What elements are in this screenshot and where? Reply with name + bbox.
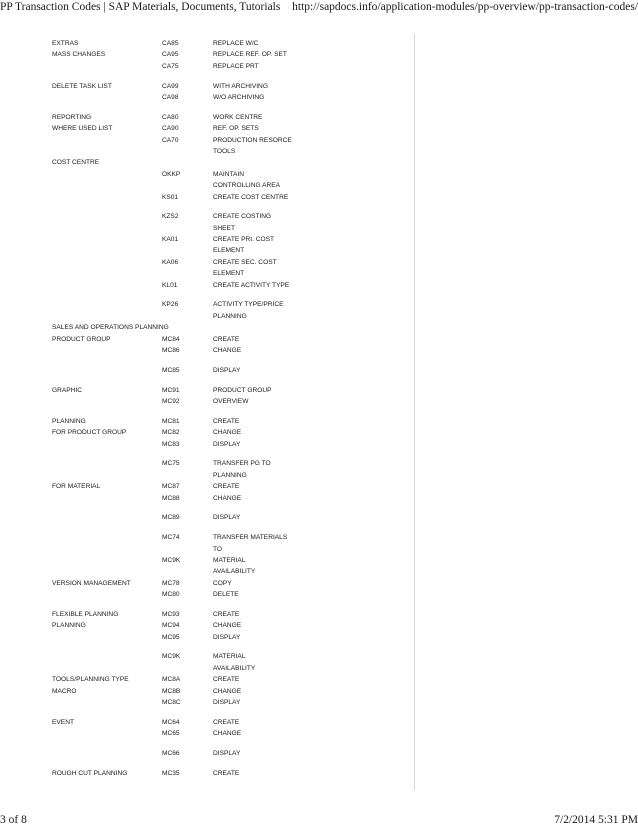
table-row (0, 311, 400, 322)
transaction-code: KP26 (162, 301, 179, 309)
table-row (0, 609, 400, 620)
code-description: CHANGE (213, 730, 242, 738)
table-row (0, 257, 400, 268)
transaction-code: KA06 (162, 258, 179, 266)
code-description: CREATE (213, 676, 240, 684)
code-description: CHANGE (213, 494, 242, 502)
section-label: DELETE TASK LIST (52, 82, 112, 90)
section-label: PLANNING (52, 417, 86, 425)
code-description: CHANGE (213, 622, 242, 630)
transaction-code: CA99 (162, 82, 179, 90)
transaction-code: MC8B (162, 687, 181, 695)
transaction-code: MC94 (162, 622, 180, 630)
code-description: DELETE (213, 591, 239, 599)
code-description: DISPLAY (213, 633, 241, 641)
code-description: CREATE (213, 483, 240, 491)
table-row (0, 651, 400, 662)
table-row (0, 396, 400, 416)
table-row (0, 512, 400, 532)
table-row (0, 620, 400, 631)
section-label: WHERE USED LIST (52, 125, 113, 133)
table-row (0, 717, 400, 728)
code-description: WORK CENTRE (213, 113, 263, 121)
transaction-code-table (0, 38, 400, 779)
code-description: ELEMENT (213, 270, 245, 278)
code-description: TRANSFER MATERIALS (213, 534, 288, 542)
table-row (0, 192, 400, 212)
code-description: MAINTAIN (213, 170, 245, 178)
transaction-code: MC8A (162, 676, 181, 684)
code-description: DISPLAY (213, 440, 241, 448)
code-description: WITH ARCHIVING (213, 82, 268, 90)
code-description: CREATE (213, 769, 240, 777)
table-row (0, 589, 400, 609)
table-row (0, 555, 400, 566)
code-description: DISPLAY (213, 750, 241, 757)
code-description: MATERIAL (213, 556, 246, 564)
code-description: DISPLAY (213, 699, 241, 707)
transaction-code: MC83 (162, 440, 180, 448)
table-row (0, 532, 400, 543)
transaction-code: MC93 (162, 610, 180, 618)
transaction-code: MC9K (162, 653, 181, 661)
transaction-code: MC84 (162, 335, 180, 343)
section-label: FLEXIBLE PLANNING (52, 610, 119, 618)
code-description: OVERVIEW (213, 397, 249, 405)
page-url[interactable]: http://sapdocs.info/application-modules/pp-overview/pp-transaction-codes/ (292, 1, 638, 13)
table-row (0, 458, 400, 469)
table-row (0, 768, 400, 779)
transaction-code: MC91 (162, 386, 180, 394)
table-row (0, 92, 400, 112)
transaction-code: MC89 (162, 514, 180, 522)
page-footer (0, 814, 638, 826)
section-label: ROUGH CUT PLANNING (52, 769, 128, 777)
transaction-code: MC74 (162, 534, 180, 542)
page-title: PP Transaction Codes | SAP Materials, Documents, Tutorials (0, 1, 281, 13)
table-row (0, 493, 400, 513)
table-row (0, 544, 400, 555)
code-description: REPLACE PRT (213, 62, 259, 70)
transaction-code: MC82 (162, 429, 180, 437)
code-description: REF. OP. SETS (213, 125, 259, 133)
code-description: PLANNING (213, 471, 247, 479)
section-label: VERSION MANAGEMENT (52, 579, 131, 587)
code-description: MATERIAL (213, 653, 246, 661)
page-header (0, 1, 638, 17)
table-row (0, 470, 400, 481)
table-row (0, 578, 400, 589)
transaction-code: MC80 (162, 591, 180, 599)
section-label: REPORTING (52, 113, 92, 121)
code-description: W/O ARCHIVING (213, 93, 265, 101)
table-row (0, 81, 400, 92)
print-datetime: 7/2/2014 5:31 PM (554, 814, 638, 826)
table-row (0, 180, 400, 191)
transaction-code: MC75 (162, 460, 180, 468)
table-row (0, 299, 400, 310)
code-description: CHANGE (213, 687, 242, 695)
table-row (0, 49, 400, 60)
code-description: COPY (213, 579, 232, 587)
table-row (0, 234, 400, 245)
table-row (0, 385, 400, 396)
table-row (0, 345, 400, 365)
transaction-code: CA80 (162, 113, 179, 121)
code-description: TO (213, 545, 223, 553)
transaction-code: CA95 (162, 51, 179, 59)
code-description: PLANNING (213, 312, 247, 320)
transaction-code: MC85 (162, 366, 180, 374)
table-row (0, 169, 400, 180)
section-label: EVENT (52, 718, 74, 726)
code-description: CREATE COSTING (213, 213, 272, 221)
code-description: CREATE PRI. COST (213, 236, 275, 244)
code-description: CHANGE (213, 429, 242, 437)
code-description: CREATE (213, 718, 240, 726)
transaction-code: OKKP (162, 170, 181, 178)
code-description: CONTROLLING AREA (213, 182, 281, 190)
code-description: CREATE SEC. COST (213, 258, 277, 266)
section-label: GRAPHIC (52, 386, 83, 394)
section-label: PLANNING (52, 622, 86, 630)
code-description: PRODUCTION RESORCE (213, 136, 292, 144)
table-row (0, 334, 400, 345)
transaction-code: MC78 (162, 579, 180, 587)
table-row (0, 280, 400, 300)
table-row (0, 663, 400, 674)
transaction-code: KS01 (162, 193, 179, 201)
transaction-code: CA85 (162, 40, 179, 47)
table-row (0, 157, 400, 168)
code-description: CREATE COST CENTRE (213, 193, 289, 201)
section-label: COST CENTRE (52, 159, 100, 167)
transaction-code: CA70 (162, 136, 179, 144)
table-row (0, 211, 400, 222)
transaction-code: KA01 (162, 236, 179, 244)
transaction-code: CA75 (162, 62, 179, 70)
code-description: CREATE ACTIVITY TYPE (213, 281, 290, 289)
table-row (0, 61, 400, 81)
transaction-code: MC8C (162, 699, 181, 707)
table-row (0, 365, 400, 385)
transaction-code: MC81 (162, 417, 180, 425)
code-description: CREATE (213, 335, 240, 343)
code-description: REPLACE REF. OP. SET (213, 51, 287, 59)
code-description: CHANGE (213, 347, 242, 354)
section-label: FOR PRODUCT GROUP (52, 429, 127, 437)
transaction-code: MC66 (162, 750, 180, 757)
transaction-code: MC95 (162, 633, 180, 641)
transaction-code: MC9K (162, 556, 181, 564)
code-description: TRANSFER PG TO (213, 460, 271, 468)
section-label: SALES AND OPERATIONS PLANNING (52, 324, 169, 332)
transaction-code: KZS2 (162, 213, 179, 221)
table-row (0, 112, 400, 123)
code-description: CREATE (213, 417, 240, 425)
transaction-code: MC64 (162, 718, 180, 726)
table-row (0, 245, 400, 256)
table-row (0, 38, 400, 49)
table-row (0, 748, 400, 768)
table-row (0, 268, 400, 279)
table-row (0, 123, 400, 134)
table-row (0, 146, 400, 157)
section-label: FOR MATERIAL (52, 483, 101, 491)
transaction-code: MC87 (162, 483, 180, 491)
section-label: EXTRAS (52, 40, 79, 47)
code-description: CREATE (213, 610, 240, 618)
code-description: ACTIVITY TYPE/PRICE (213, 301, 284, 309)
transaction-code: CA98 (162, 93, 179, 101)
table-row (0, 416, 400, 427)
code-description: ELEMENT (213, 247, 245, 255)
transaction-code: MC88 (162, 494, 180, 502)
transaction-code: MC86 (162, 347, 180, 354)
code-description: PRODUCT GROUP (213, 386, 272, 394)
section-label: TOOLS/PLANNING TYPE (52, 676, 129, 684)
table-row (0, 632, 400, 652)
transaction-code: CA90 (162, 125, 179, 133)
table-row (0, 439, 400, 459)
code-description: DISPLAY (213, 366, 241, 374)
table-row (0, 322, 400, 333)
code-description: SHEET (213, 224, 235, 232)
transaction-code: MC65 (162, 730, 180, 738)
table-row (0, 697, 400, 717)
table-row (0, 566, 400, 577)
transaction-code: MC35 (162, 769, 180, 777)
table-row (0, 481, 400, 492)
table-row (0, 223, 400, 234)
page-number: 3 of 8 (0, 814, 27, 826)
transaction-code: KL01 (162, 281, 178, 289)
section-label: PRODUCT GROUP (52, 335, 111, 343)
code-description: TOOLS (213, 147, 236, 155)
section-label: MACRO (52, 687, 77, 695)
table-row (0, 686, 400, 697)
table-row (0, 728, 400, 748)
table-row (0, 135, 400, 146)
code-description: AVAILABILITY (213, 664, 256, 672)
section-label: MASS CHANGES (52, 51, 106, 59)
table-row (0, 674, 400, 685)
table-row (0, 427, 400, 438)
code-description: AVAILABILITY (213, 568, 256, 576)
code-description: DISPLAY (213, 514, 241, 522)
column-divider (414, 34, 415, 790)
code-description: REPLACE W/C (213, 40, 259, 47)
transaction-code: MC92 (162, 397, 180, 405)
